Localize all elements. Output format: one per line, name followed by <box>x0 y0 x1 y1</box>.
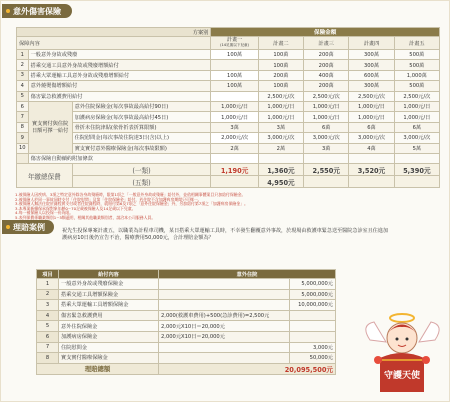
coverage-amount-plan-3: 400萬 <box>304 70 349 80</box>
claims-table <box>36 269 336 375</box>
coverage-amount-plan-2 <box>258 153 303 163</box>
row-number: 4 <box>17 81 29 91</box>
coverage-amount-plan-1 <box>211 153 258 163</box>
bullet-icon <box>6 225 10 229</box>
face-icon <box>387 323 417 353</box>
coverage-amount-plan-5: 1,000元/日 <box>394 101 439 111</box>
coverage-amount-plan-3: 200萬 <box>304 50 349 60</box>
coverage-amount-plan-4: 1,000元/日 <box>349 101 394 111</box>
claim-amount <box>289 321 335 332</box>
coverage-item-name: 加護病房保險金(每次事故最高給付45日) <box>72 112 211 122</box>
claim-amount: 5,000,000元 <box>289 279 335 290</box>
coverage-row <box>17 143 440 153</box>
coverage-amount-plan-2: 100萬 <box>258 60 303 70</box>
halo-icon <box>390 314 414 322</box>
bullet-icon <box>6 9 10 13</box>
premium-2-plan-3 <box>304 176 349 188</box>
coverage-amount-plan-4 <box>349 153 394 163</box>
plan-5-header: 計畫五 <box>394 37 439 50</box>
case-description: 祝先生投保專案計畫五，以職業為計程車司機，某日搭乘大眾運輸工具時，不幸發生翻覆意外事故，於現場由救護車緊急送至醫院急診室且住進加護病房10日後仍宣告不治，醫療費用50,000元，合計理賠金額為？ <box>62 228 389 241</box>
coverage-item-name: 骨折未住院津貼(依骨折表折算限額) <box>72 122 211 132</box>
plan-1-note: (14足歲以下兒童) <box>220 43 250 47</box>
coverage-amount-plan-5: 2,500元/次 <box>394 91 439 101</box>
coverage-item-name: 意外燒燙傷增額給付 <box>28 81 211 91</box>
coverage-amount-plan-4: 300萬 <box>349 50 394 60</box>
premium-label: 年繳總保費 <box>17 164 73 188</box>
footnote: 4.每一被保險人以投保一份為限。 <box>15 210 74 216</box>
coverage-amount-plan-5 <box>394 153 439 163</box>
coverage-header: 保障內容 <box>17 37 211 50</box>
coverage-amount-plan-4: 4萬 <box>349 143 394 153</box>
coverage-item-name: 搭乘交通工具意外身故或殘廢增額給付 <box>28 60 211 70</box>
claim-number: 3 <box>37 300 59 311</box>
premium-1-plan-5: 5,390元 <box>394 164 439 176</box>
coverage-amount-plan-5: 500萬 <box>394 50 439 60</box>
claim-number: 4 <box>37 310 59 321</box>
coverage-amount-plan-1: 2,000元/次 <box>211 133 258 143</box>
claim-item: 搭乘大眾運輸工具增額保險金 <box>59 300 159 311</box>
row-number: 5 <box>17 91 29 101</box>
coverage-item-name: 實支實付意外醫療保險金(每次事故限額) <box>72 143 211 153</box>
coverage-row <box>17 91 440 101</box>
section-title-claims <box>2 220 54 234</box>
coverage-amount-plan-4: 300萬 <box>349 60 394 70</box>
claim-number: 6 <box>37 331 59 342</box>
coverage-item-name: 一般意外身故或殘廢 <box>28 50 211 60</box>
row-number <box>17 153 29 163</box>
coverage-row <box>17 112 440 122</box>
claim-detail: 2,000元X10日＝20,000元 <box>159 331 290 342</box>
footnote: 3.本專案新續保承保對象年齡0~70足歲被保險人及14足歲以下兒童。 <box>15 205 136 211</box>
claim-item: 實支實付醫療保險金 <box>59 353 159 364</box>
claim-detail <box>159 342 290 353</box>
coverage-amount-plan-3: 200萬 <box>304 81 349 91</box>
claim-number: 5 <box>37 321 59 332</box>
claim-item: 一般意外身故或殘廢保險金 <box>59 279 159 290</box>
coverage-amount-plan-5: 1,000元/日 <box>394 112 439 122</box>
coverage-item-name: 傷害緊急救護費用給付 <box>28 91 211 101</box>
coverage-amount-plan-3: 3萬 <box>304 143 349 153</box>
angel-label: 守護天使 <box>383 371 421 381</box>
claim-row <box>37 353 336 364</box>
coverage-amount-plan-4: 600萬 <box>349 70 394 80</box>
premium-2-plan-5 <box>394 176 439 188</box>
claim-detail <box>159 300 290 311</box>
coverage-amount-plan-5: 1,000萬 <box>394 70 439 80</box>
claim-row <box>37 310 336 321</box>
coverage-item-name: 意外住院保險金(每次事故最高給付90日) <box>72 101 211 111</box>
claims-total-amount: 20,095,500元 <box>159 363 336 374</box>
plan-2-header: 計畫二 <box>258 37 303 50</box>
claim-detail <box>159 289 290 300</box>
coverage-row <box>17 153 440 163</box>
coverage-amount-plan-4: 1,000元/日 <box>349 112 394 122</box>
coverage-amount-plan-1: 3萬 <box>211 122 258 132</box>
coverage-amount-plan-1: 2萬 <box>211 143 258 153</box>
coverage-amount-plan-1 <box>211 60 258 70</box>
row-number: 6 <box>17 101 29 111</box>
coverage-amount-plan-3: 3,000元/次 <box>304 133 349 143</box>
coverage-row <box>17 101 440 111</box>
coverage-amount-plan-1: 1,000元/日 <box>211 112 258 122</box>
coverage-row <box>17 81 440 91</box>
coverage-item-name: 住院慰問金(每次事故住院達3日(含)以上) <box>72 133 211 143</box>
coverage-amount-plan-5: 5萬 <box>394 143 439 153</box>
coverage-row <box>17 133 440 143</box>
coverage-amount-plan-1: 100萬 <box>211 50 258 60</box>
claim-number: 1 <box>37 279 59 290</box>
section1-title-text: 意外傷害保險 <box>13 6 61 16</box>
claims-header-item: 給付內容 <box>59 270 159 279</box>
coverage-amount-plan-2: 100萬 <box>258 81 303 91</box>
row-number: 3 <box>17 70 29 80</box>
coverage-amount-plan-5: 6萬 <box>394 122 439 132</box>
coverage-amount-plan-3 <box>304 153 349 163</box>
claim-amount: 10,000,000元 <box>289 300 335 311</box>
claim-row <box>37 342 336 353</box>
coverage-row <box>17 50 440 60</box>
claim-number: 8 <box>37 353 59 364</box>
right-wing-icon <box>419 322 439 342</box>
footnote: 5.表列保費係職業類別1~5類適用，相關其他職業類別者，請洽本公司服務人員。 <box>15 214 156 220</box>
benefit-header: 保險金額 <box>211 28 440 37</box>
claim-detail <box>159 353 290 364</box>
claim-number: 7 <box>37 342 59 353</box>
coverage-row <box>17 60 440 70</box>
coverage-amount-plan-4: 6萬 <box>349 122 394 132</box>
coverage-amount-plan-1: 1,000元/日 <box>211 101 258 111</box>
plan-4-header: 計畫四 <box>349 37 394 50</box>
claim-row <box>37 289 336 300</box>
left-wing-icon <box>366 322 386 342</box>
plan-header: 方案別 <box>17 28 211 37</box>
coverage-amount-plan-2: 100萬 <box>258 50 303 60</box>
coverage-table <box>16 27 440 188</box>
claim-detail: 2,000(救護車費用)+500(急診費用)=2,500元 <box>159 310 290 321</box>
claim-row <box>37 321 336 332</box>
claim-detail: 2,000元X10日＝20,000元 <box>159 321 290 332</box>
coverage-amount-plan-4: 2,500元/次 <box>349 91 394 101</box>
claim-item: 意外住院保險金 <box>59 321 159 332</box>
coverage-amount-plan-5: 500萬 <box>394 81 439 91</box>
claim-row <box>37 279 336 290</box>
plan-3-header: 計畫三 <box>304 37 349 50</box>
claim-row <box>37 331 336 342</box>
coverage-amount-plan-5: 3,000元/次 <box>394 133 439 143</box>
coverage-amount-plan-3: 2,500元/次 <box>304 91 349 101</box>
coverage-row <box>17 122 440 132</box>
heart-icon <box>422 356 430 364</box>
heart-icon <box>374 356 382 364</box>
footnote: 2.被保險人於同一事故同時支付「住院慰問」及第「住院保險金」給付，若住院不含加護病房期間只可擇一。 <box>15 196 202 202</box>
coverage-amount-plan-2: 3萬 <box>258 122 303 132</box>
coverage-amount-plan-5: 500萬 <box>394 60 439 70</box>
premium-1-plan-4: 3,520元 <box>349 164 394 176</box>
claim-amount: 3,000元 <box>289 342 335 353</box>
row-number: 10 <box>17 143 29 153</box>
claim-item: 傷害緊急救護費用 <box>59 310 159 321</box>
coverage-amount-plan-4: 300萬 <box>349 81 394 91</box>
premium-2-plan-4 <box>349 176 394 188</box>
row-number: 2 <box>17 60 29 70</box>
coverage-row <box>17 70 440 80</box>
coverage-amount-plan-2: 200萬 <box>258 70 303 80</box>
coverage-amount-plan-4: 3,000元/次 <box>349 133 394 143</box>
coverage-rows <box>17 50 440 164</box>
coverage-amount-plan-3: 200萬 <box>304 60 349 70</box>
claims-total-row <box>37 363 336 374</box>
claim-amount <box>289 331 335 342</box>
claim-amount: 5,000,000元 <box>289 289 335 300</box>
coverage-item-name: 傷害保險自動續約附加條款 <box>28 153 211 163</box>
premium-2-plan-2: 4,950元 <box>258 176 303 188</box>
claim-amount <box>289 310 335 321</box>
claim-number: 2 <box>37 289 59 300</box>
coverage-amount-plan-3: 1,000元/日 <box>304 101 349 111</box>
premium-1-plan-2: 1,360元 <box>258 164 303 176</box>
claim-item: 加護病房保險金 <box>59 331 159 342</box>
premium-1-plan-3: 2,550元 <box>304 164 349 176</box>
row-number: 7 <box>17 112 29 122</box>
premium-row-1 <box>17 164 440 176</box>
premium-1-plan-1: 1,190元 <box>211 164 258 176</box>
claims-header-no: 項目 <box>37 270 59 279</box>
coverage-amount-plan-2: 2,500元/次 <box>258 91 303 101</box>
premium-row-2 <box>17 176 440 188</box>
coverage-amount-plan-2: 3,000元/次 <box>258 133 303 143</box>
row-number: 1 <box>17 50 29 60</box>
claims-rows <box>37 279 336 364</box>
coverage-item-name: 搭乘大眾運輸工具意外身故或殘廢增額給付 <box>28 70 211 80</box>
footnote: 3.被保險人無法住院於賽程實支付或者住院賽程時，就賠付第6及7項之「意外住院保險金」外，另加給付第7項之「加護病房保險金」。 <box>15 201 248 207</box>
claim-amount: 50,000元 <box>289 353 335 364</box>
claims-total-label: 理賠總額 <box>37 363 159 374</box>
coverage-amount-plan-1: 100萬 <box>211 70 258 80</box>
plan-1-header <box>211 37 258 50</box>
row-number: 8 <box>17 122 29 132</box>
coverage-amount-plan-3: 1,000元/日 <box>304 112 349 122</box>
coverage-amount-plan-3: 6萬 <box>304 122 349 132</box>
section-title-insurance <box>2 4 72 18</box>
coverage-amount-plan-1: 100萬 <box>211 81 258 91</box>
premium-2-plan-1 <box>211 176 258 188</box>
plan-1-name: 計畫一 <box>226 36 243 43</box>
footnotes <box>15 193 440 221</box>
premium-type-1: (一類) <box>72 164 211 176</box>
group-label: 實支實付與住院日額可擇一給付 <box>28 101 72 153</box>
claim-row <box>37 300 336 311</box>
claims-header-amount: 意外住院 <box>159 270 336 279</box>
row-number: 9 <box>17 133 29 143</box>
section2-title-text: 理賠案例 <box>13 222 45 232</box>
claim-detail <box>159 279 290 290</box>
claim-item: 住院慰問金 <box>59 342 159 353</box>
coverage-amount-plan-2: 1,000元/日 <box>258 112 303 122</box>
premium-type-2: (五類) <box>72 176 211 188</box>
claim-item: 搭乘交通工具增額保險金 <box>59 289 159 300</box>
coverage-amount-plan-1 <box>211 91 258 101</box>
coverage-amount-plan-2: 2萬 <box>258 143 303 153</box>
footnote: 1.被保險人因疾病、3項之特定意外除各身故殘廢時，限第1項之「一般意外身故或殘廢」給付外，並依相關事體案目只加給付保險金。 <box>15 192 246 197</box>
guardian-angel-mascot <box>360 300 445 395</box>
coverage-amount-plan-2: 1,000元/日 <box>258 101 303 111</box>
